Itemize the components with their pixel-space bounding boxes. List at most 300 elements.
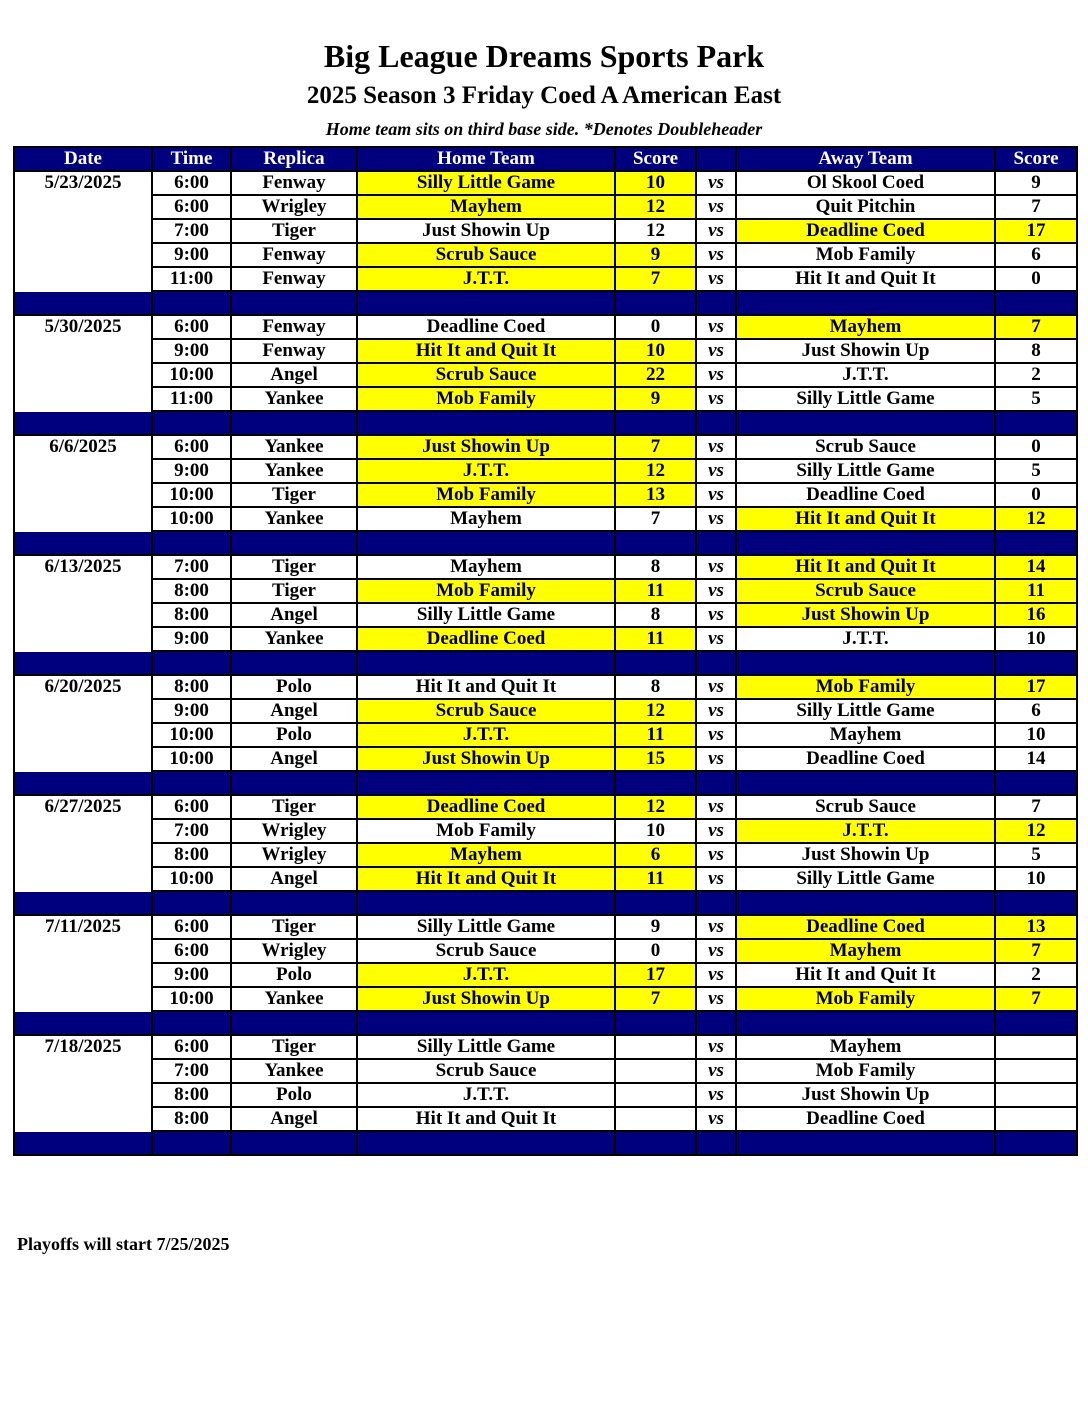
away-score-cell: 17 xyxy=(995,219,1077,243)
time-cell: 11:00 xyxy=(152,387,231,411)
away-team-cell: Deadline Coed xyxy=(736,1107,995,1131)
home-score-cell: 10 xyxy=(615,339,696,363)
home-team-cell: Scrub Sauce xyxy=(357,699,615,723)
away-score-cell: 2 xyxy=(995,363,1077,387)
date-cell xyxy=(14,723,152,747)
table-row xyxy=(14,459,1077,483)
date-cell xyxy=(14,387,152,411)
separator-cell xyxy=(615,291,696,315)
separator-cell xyxy=(736,891,995,915)
home-score-cell: 9 xyxy=(615,243,696,267)
away-score-cell: 14 xyxy=(995,747,1077,771)
time-cell: 7:00 xyxy=(152,1059,231,1083)
vs-cell: vs xyxy=(696,267,736,291)
home-score-cell: 8 xyxy=(615,603,696,627)
home-team-cell: Just Showin Up xyxy=(357,747,615,771)
away-team-cell: Just Showin Up xyxy=(736,843,995,867)
time-cell: 8:00 xyxy=(152,1083,231,1107)
replica-cell: Yankee xyxy=(231,387,357,411)
away-score-cell xyxy=(995,1035,1077,1059)
date-cell xyxy=(14,219,152,243)
separator-cell xyxy=(995,771,1077,795)
date-cell: 5/30/2025 xyxy=(14,315,152,339)
home-score-cell: 9 xyxy=(615,387,696,411)
separator-cell xyxy=(231,1131,357,1155)
table-row xyxy=(14,243,1077,267)
vs-cell: vs xyxy=(696,315,736,339)
home-team-cell: Mayhem xyxy=(357,507,615,531)
away-team-cell: Mob Family xyxy=(736,1059,995,1083)
replica-cell: Yankee xyxy=(231,627,357,651)
replica-cell: Angel xyxy=(231,867,357,891)
home-score-cell: 12 xyxy=(615,195,696,219)
vs-cell: vs xyxy=(696,243,736,267)
week-separator-row xyxy=(14,291,1077,315)
separator-cell xyxy=(696,291,736,315)
away-team-cell: Mob Family xyxy=(736,987,995,1011)
time-cell: 6:00 xyxy=(152,915,231,939)
table-row xyxy=(14,315,1077,339)
replica-cell: Yankee xyxy=(231,435,357,459)
away-team-cell: Scrub Sauce xyxy=(736,795,995,819)
home-team-cell: Deadline Coed xyxy=(357,627,615,651)
time-cell: 9:00 xyxy=(152,699,231,723)
vs-cell: vs xyxy=(696,627,736,651)
time-cell: 6:00 xyxy=(152,195,231,219)
vs-cell: vs xyxy=(696,843,736,867)
home-team-cell: Scrub Sauce xyxy=(357,243,615,267)
vs-cell: vs xyxy=(696,603,736,627)
home-team-cell: Scrub Sauce xyxy=(357,1059,615,1083)
separator-cell xyxy=(152,291,231,315)
table-row xyxy=(14,219,1077,243)
away-team-cell: Hit It and Quit It xyxy=(736,267,995,291)
time-cell: 10:00 xyxy=(152,987,231,1011)
away-team-cell: J.T.T. xyxy=(736,627,995,651)
vs-cell: vs xyxy=(696,723,736,747)
home-team-cell: Mob Family xyxy=(357,819,615,843)
separator-cell xyxy=(696,531,736,555)
time-cell: 6:00 xyxy=(152,435,231,459)
vs-cell: vs xyxy=(696,699,736,723)
vs-cell: vs xyxy=(696,939,736,963)
home-team-cell: Just Showin Up xyxy=(357,219,615,243)
home-score-cell: 12 xyxy=(615,795,696,819)
table-row xyxy=(14,267,1077,291)
time-cell: 8:00 xyxy=(152,1107,231,1131)
home-score-cell: 15 xyxy=(615,747,696,771)
separator-cell xyxy=(696,651,736,675)
away-team-cell: Mayhem xyxy=(736,315,995,339)
away-score-cell: 6 xyxy=(995,243,1077,267)
home-score-cell: 12 xyxy=(615,699,696,723)
separator-cell xyxy=(357,291,615,315)
vs-cell: vs xyxy=(696,795,736,819)
separator-cell xyxy=(152,1011,231,1035)
away-score-cell: 7 xyxy=(995,315,1077,339)
home-score-cell: 17 xyxy=(615,963,696,987)
home-team-cell: Silly Little Game xyxy=(357,603,615,627)
separator-cell xyxy=(14,531,152,555)
home-score-cell: 13 xyxy=(615,483,696,507)
time-cell: 8:00 xyxy=(152,603,231,627)
away-score-cell: 9 xyxy=(995,171,1077,195)
separator-cell xyxy=(14,651,152,675)
replica-cell: Angel xyxy=(231,603,357,627)
away-score-cell: 10 xyxy=(995,723,1077,747)
home-score-cell: 22 xyxy=(615,363,696,387)
away-score-cell: 14 xyxy=(995,555,1077,579)
separator-cell xyxy=(152,771,231,795)
home-team-cell: Hit It and Quit It xyxy=(357,339,615,363)
separator-cell xyxy=(615,771,696,795)
replica-cell: Tiger xyxy=(231,795,357,819)
schedule-table xyxy=(13,146,1078,1156)
separator-cell xyxy=(152,531,231,555)
table-row xyxy=(14,603,1077,627)
table-row xyxy=(14,1107,1077,1131)
date-cell xyxy=(14,459,152,483)
vs-cell: vs xyxy=(696,219,736,243)
time-cell: 7:00 xyxy=(152,819,231,843)
away-score-cell: 5 xyxy=(995,459,1077,483)
replica-cell: Fenway xyxy=(231,339,357,363)
table-row xyxy=(14,507,1077,531)
away-score-cell: 2 xyxy=(995,963,1077,987)
vs-cell: vs xyxy=(696,987,736,1011)
vs-cell: vs xyxy=(696,819,736,843)
separator-cell xyxy=(357,651,615,675)
away-team-cell: Silly Little Game xyxy=(736,699,995,723)
home-team-cell: Mob Family xyxy=(357,579,615,603)
date-cell: 7/11/2025 xyxy=(14,915,152,939)
time-cell: 9:00 xyxy=(152,243,231,267)
vs-cell: vs xyxy=(696,579,736,603)
separator-cell xyxy=(995,411,1077,435)
date-cell xyxy=(14,267,152,291)
table-row xyxy=(14,555,1077,579)
page-title: Big League Dreams Sports Park xyxy=(323,38,765,74)
replica-cell: Tiger xyxy=(231,483,357,507)
away-team-cell: Mayhem xyxy=(736,1035,995,1059)
week-separator-row xyxy=(14,1131,1077,1155)
replica-cell: Wrigley xyxy=(231,939,357,963)
vs-cell: vs xyxy=(696,1035,736,1059)
home-score-cell xyxy=(615,1107,696,1131)
home-score-cell: 8 xyxy=(615,675,696,699)
replica-cell: Tiger xyxy=(231,915,357,939)
date-cell xyxy=(14,987,152,1011)
home-score-cell: 8 xyxy=(615,555,696,579)
table-header-row xyxy=(14,147,1077,171)
home-team-cell: J.T.T. xyxy=(357,963,615,987)
home-team-cell: Mayhem xyxy=(357,843,615,867)
table-row xyxy=(14,795,1077,819)
vs-cell: vs xyxy=(696,483,736,507)
separator-cell xyxy=(736,651,995,675)
replica-cell: Tiger xyxy=(231,555,357,579)
time-cell: 6:00 xyxy=(152,1035,231,1059)
separator-cell xyxy=(14,771,152,795)
time-cell: 8:00 xyxy=(152,579,231,603)
date-cell xyxy=(14,1107,152,1131)
replica-cell: Polo xyxy=(231,963,357,987)
vs-cell: vs xyxy=(696,459,736,483)
separator-cell xyxy=(736,411,995,435)
separator-cell xyxy=(231,291,357,315)
away-score-cell: 12 xyxy=(995,507,1077,531)
replica-cell: Wrigley xyxy=(231,843,357,867)
week-separator-row xyxy=(14,411,1077,435)
separator-cell xyxy=(357,891,615,915)
away-team-cell: Deadline Coed xyxy=(736,747,995,771)
away-score-cell: 7 xyxy=(995,987,1077,1011)
home-score-cell: 10 xyxy=(615,819,696,843)
separator-cell xyxy=(14,1131,152,1155)
replica-cell: Yankee xyxy=(231,1059,357,1083)
away-score-cell: 10 xyxy=(995,627,1077,651)
separator-cell xyxy=(615,411,696,435)
date-cell xyxy=(14,867,152,891)
home-team-cell: Deadline Coed xyxy=(357,315,615,339)
away-team-cell: Deadline Coed xyxy=(736,483,995,507)
home-team-cell: Scrub Sauce xyxy=(357,939,615,963)
vs-cell: vs xyxy=(696,675,736,699)
col-header-vs xyxy=(696,147,736,171)
date-cell xyxy=(14,819,152,843)
col-header-away-score: Score xyxy=(995,147,1077,171)
away-score-cell xyxy=(995,1107,1077,1131)
home-team-cell: J.T.T. xyxy=(357,723,615,747)
time-cell: 7:00 xyxy=(152,555,231,579)
away-team-cell: Just Showin Up xyxy=(736,339,995,363)
time-cell: 6:00 xyxy=(152,939,231,963)
separator-cell xyxy=(14,891,152,915)
away-team-cell: J.T.T. xyxy=(736,363,995,387)
separator-cell xyxy=(696,1131,736,1155)
vs-cell: vs xyxy=(696,1107,736,1131)
date-cell xyxy=(14,627,152,651)
separator-cell xyxy=(615,891,696,915)
away-score-cell: 8 xyxy=(995,339,1077,363)
table-row xyxy=(14,483,1077,507)
home-score-cell: 11 xyxy=(615,723,696,747)
home-score-cell xyxy=(615,1083,696,1107)
vs-cell: vs xyxy=(696,915,736,939)
date-cell xyxy=(14,939,152,963)
separator-cell xyxy=(696,891,736,915)
away-score-cell: 17 xyxy=(995,675,1077,699)
away-score-cell: 0 xyxy=(995,267,1077,291)
date-cell: 7/18/2025 xyxy=(14,1035,152,1059)
replica-cell: Polo xyxy=(231,723,357,747)
away-score-cell: 11 xyxy=(995,579,1077,603)
vs-cell: vs xyxy=(696,387,736,411)
table-row xyxy=(14,987,1077,1011)
vs-cell: vs xyxy=(696,1059,736,1083)
time-cell: 10:00 xyxy=(152,483,231,507)
away-score-cell: 7 xyxy=(995,939,1077,963)
home-score-cell: 11 xyxy=(615,579,696,603)
separator-cell xyxy=(696,1011,736,1035)
replica-cell: Yankee xyxy=(231,987,357,1011)
vs-cell: vs xyxy=(696,171,736,195)
date-cell: 6/27/2025 xyxy=(14,795,152,819)
time-cell: 9:00 xyxy=(152,627,231,651)
time-cell: 9:00 xyxy=(152,963,231,987)
home-team-cell: Hit It and Quit It xyxy=(357,675,615,699)
time-cell: 10:00 xyxy=(152,363,231,387)
home-team-cell: Hit It and Quit It xyxy=(357,1107,615,1131)
separator-cell xyxy=(152,411,231,435)
table-row xyxy=(14,867,1077,891)
away-team-cell: Silly Little Game xyxy=(736,867,995,891)
week-separator-row xyxy=(14,1011,1077,1035)
col-header-away-team: Away Team xyxy=(736,147,995,171)
date-cell xyxy=(14,1083,152,1107)
table-row xyxy=(14,363,1077,387)
replica-cell: Yankee xyxy=(231,459,357,483)
away-team-cell: Mayhem xyxy=(736,723,995,747)
home-score-cell: 12 xyxy=(615,219,696,243)
separator-cell xyxy=(995,1131,1077,1155)
separator-cell xyxy=(995,1011,1077,1035)
away-team-cell: Mob Family xyxy=(736,243,995,267)
table-row xyxy=(14,843,1077,867)
away-score-cell: 16 xyxy=(995,603,1077,627)
home-team-cell: Mob Family xyxy=(357,483,615,507)
home-score-cell: 7 xyxy=(615,267,696,291)
separator-cell xyxy=(736,531,995,555)
col-header-date: Date xyxy=(14,147,152,171)
vs-cell: vs xyxy=(696,747,736,771)
separator-cell xyxy=(696,411,736,435)
separator-cell xyxy=(357,1131,615,1155)
home-team-cell: Mob Family xyxy=(357,387,615,411)
separator-cell xyxy=(231,771,357,795)
time-cell: 11:00 xyxy=(152,267,231,291)
vs-cell: vs xyxy=(696,963,736,987)
separator-cell xyxy=(231,891,357,915)
separator-cell xyxy=(231,651,357,675)
schedule-note: Home team sits on third base side. *Denotes Doubleheader xyxy=(325,119,763,139)
home-team-cell: Just Showin Up xyxy=(357,435,615,459)
vs-cell: vs xyxy=(696,195,736,219)
replica-cell: Polo xyxy=(231,1083,357,1107)
date-cell xyxy=(14,843,152,867)
replica-cell: Fenway xyxy=(231,315,357,339)
separator-cell xyxy=(152,651,231,675)
replica-cell: Angel xyxy=(231,1107,357,1131)
week-separator-row xyxy=(14,771,1077,795)
table-row xyxy=(14,747,1077,771)
away-score-cell: 0 xyxy=(995,435,1077,459)
table-row xyxy=(14,435,1077,459)
separator-cell xyxy=(14,1011,152,1035)
time-cell: 9:00 xyxy=(152,459,231,483)
home-score-cell: 11 xyxy=(615,627,696,651)
away-team-cell: Hit It and Quit It xyxy=(736,963,995,987)
away-team-cell: Mayhem xyxy=(736,939,995,963)
week-separator-row xyxy=(14,891,1077,915)
replica-cell: Yankee xyxy=(231,507,357,531)
home-team-cell: Hit It and Quit It xyxy=(357,867,615,891)
home-team-cell: J.T.T. xyxy=(357,459,615,483)
col-header-replica: Replica xyxy=(231,147,357,171)
away-team-cell: Deadline Coed xyxy=(736,915,995,939)
time-cell: 6:00 xyxy=(152,315,231,339)
away-team-cell: Ol Skool Coed xyxy=(736,171,995,195)
table-row xyxy=(14,675,1077,699)
home-score-cell: 7 xyxy=(615,507,696,531)
col-header-home-score: Score xyxy=(615,147,696,171)
separator-cell xyxy=(14,411,152,435)
home-team-cell: Deadline Coed xyxy=(357,795,615,819)
table-row xyxy=(14,915,1077,939)
replica-cell: Fenway xyxy=(231,267,357,291)
date-cell xyxy=(14,243,152,267)
replica-cell: Wrigley xyxy=(231,195,357,219)
away-team-cell: Deadline Coed xyxy=(736,219,995,243)
time-cell: 9:00 xyxy=(152,339,231,363)
table-row xyxy=(14,723,1077,747)
table-row xyxy=(14,819,1077,843)
date-cell: 5/23/2025 xyxy=(14,171,152,195)
separator-cell xyxy=(231,411,357,435)
separator-cell xyxy=(615,1131,696,1155)
separator-cell xyxy=(995,291,1077,315)
home-score-cell xyxy=(615,1059,696,1083)
time-cell: 10:00 xyxy=(152,867,231,891)
home-score-cell: 12 xyxy=(615,459,696,483)
table-row xyxy=(14,579,1077,603)
separator-cell xyxy=(995,891,1077,915)
away-score-cell: 7 xyxy=(995,195,1077,219)
home-team-cell: Mayhem xyxy=(357,195,615,219)
replica-cell: Fenway xyxy=(231,243,357,267)
table-row xyxy=(14,339,1077,363)
home-team-cell: Mayhem xyxy=(357,555,615,579)
date-cell xyxy=(14,747,152,771)
replica-cell: Angel xyxy=(231,747,357,771)
separator-cell xyxy=(357,1011,615,1035)
separator-cell xyxy=(357,771,615,795)
away-score-cell xyxy=(995,1059,1077,1083)
separator-cell xyxy=(14,291,152,315)
home-score-cell: 10 xyxy=(615,171,696,195)
time-cell: 7:00 xyxy=(152,219,231,243)
separator-cell xyxy=(152,1131,231,1155)
schedule-subtitle: 2025 Season 3 Friday Coed A American East xyxy=(306,82,782,109)
replica-cell: Polo xyxy=(231,675,357,699)
away-team-cell: Just Showin Up xyxy=(736,1083,995,1107)
away-team-cell: Scrub Sauce xyxy=(736,435,995,459)
time-cell: 10:00 xyxy=(152,723,231,747)
home-score-cell: 0 xyxy=(615,315,696,339)
time-cell: 8:00 xyxy=(152,843,231,867)
vs-cell: vs xyxy=(696,1083,736,1107)
vs-cell: vs xyxy=(696,363,736,387)
home-score-cell: 9 xyxy=(615,915,696,939)
playoffs-note: Playoffs will start 7/25/2025 xyxy=(17,1234,230,1254)
away-score-cell xyxy=(995,1083,1077,1107)
date-cell xyxy=(14,483,152,507)
separator-cell xyxy=(231,1011,357,1035)
vs-cell: vs xyxy=(696,435,736,459)
table-row xyxy=(14,627,1077,651)
col-header-home-team: Home Team xyxy=(357,147,615,171)
separator-cell xyxy=(152,891,231,915)
